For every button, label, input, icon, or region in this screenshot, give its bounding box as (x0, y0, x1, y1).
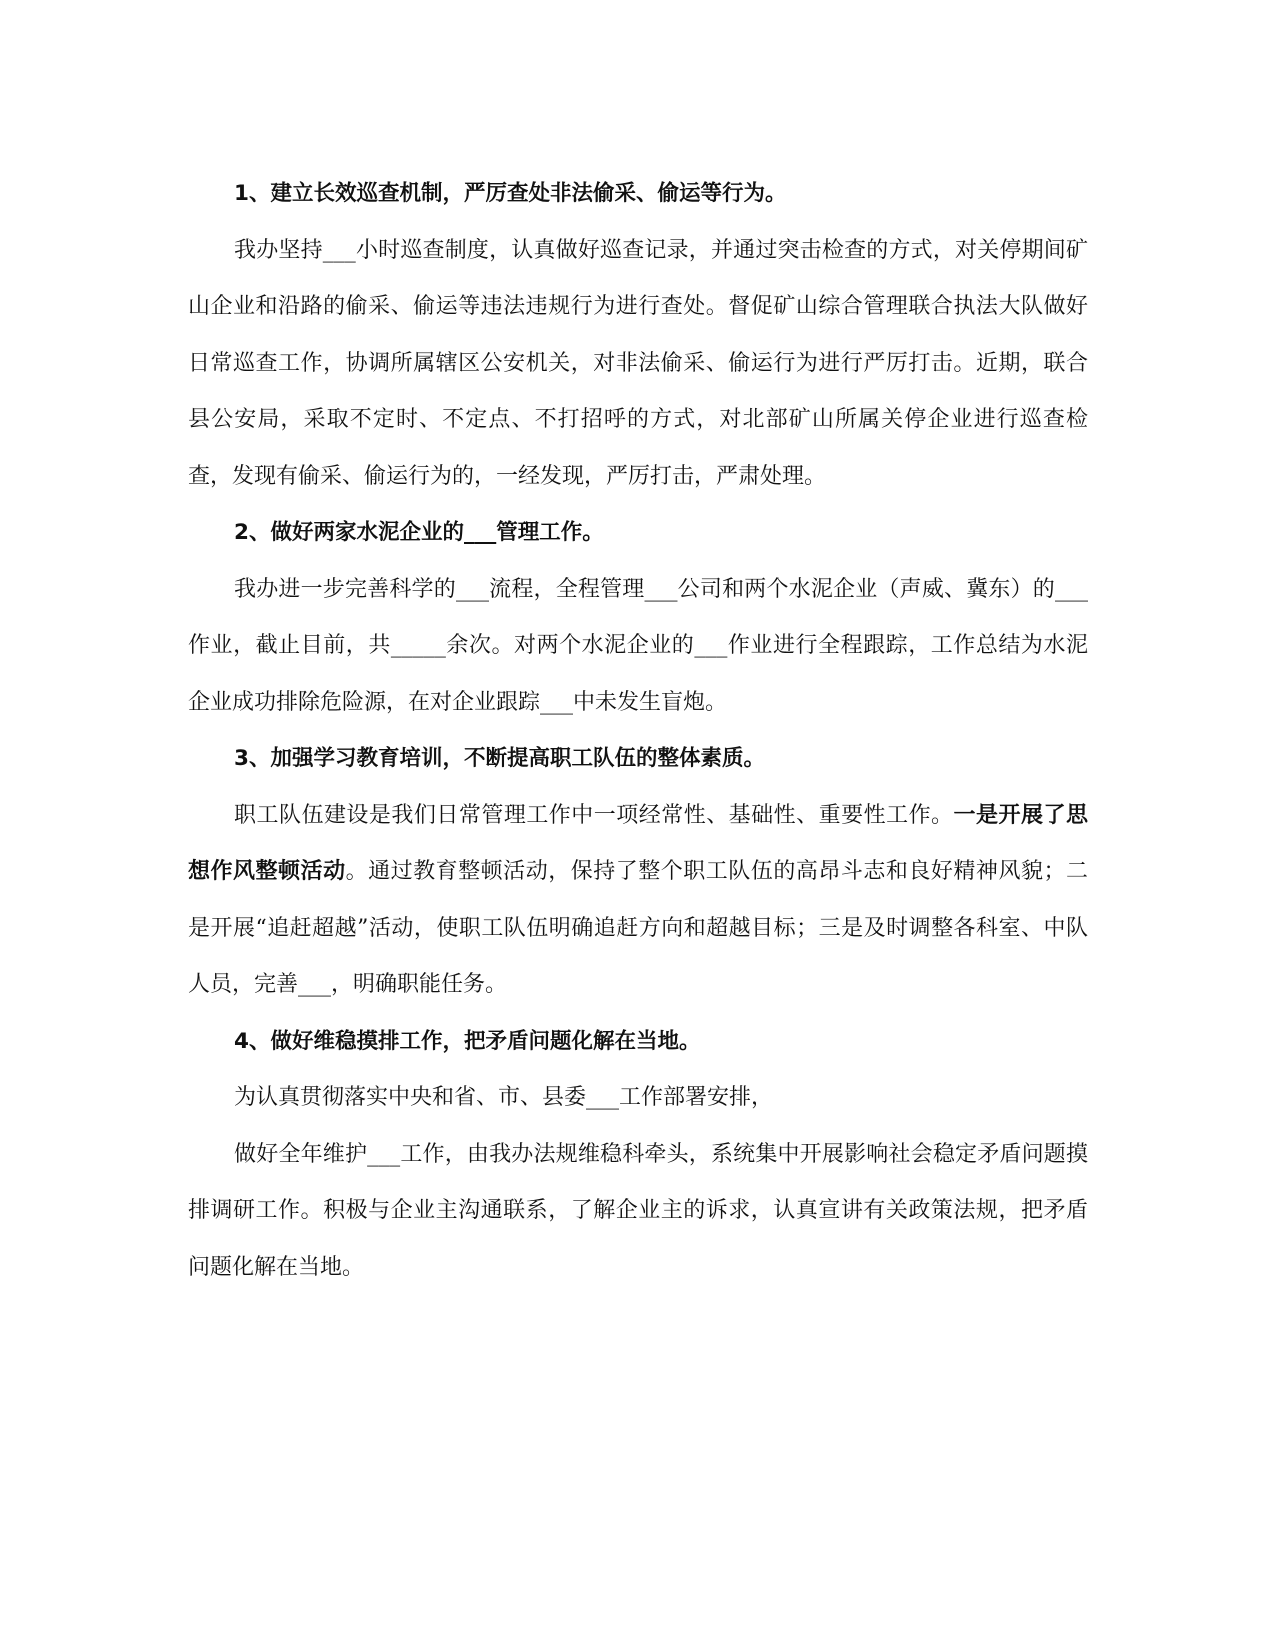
section-4-heading: 4、做好维稳摸排工作，把矛盾问题化解在当地。 (234, 1028, 701, 1054)
document-body (188, 166, 1088, 1296)
section-3-rest-text: 。通过教育整顿活动，保持了整个职工队伍的高昂斗志和良好精神风貌；二是开展“追赶超越”活动，使职工队伍明确追赶方向和超越目标；三是及时调整各科室、中队人员，完善___，明确职能任务。 (188, 859, 1088, 997)
section-2-heading: 2、做好两家水泥企业的___管理工作。 (234, 520, 604, 545)
section-3-paragraph (188, 788, 1088, 1014)
section-4-paragraph-1: 为认真贯彻落实中央和省、市、县委___工作部署安排， (234, 1085, 774, 1110)
section-3-intro-text: 职工队伍建设是我们日常管理工作中一项经常性、基础性、重要性工作。 (234, 802, 954, 828)
section-1-heading: 1、建立长效巡查机制，严厉查处非法偷采、偷运等行为。 (234, 181, 787, 206)
section-3-bold-text: 一是开展了思想作风整顿活动 (188, 802, 1088, 884)
section-1-paragraph: 我办坚持___小时巡查制度，认真做好巡查记录，并通过突击检查的方式，对关停期间矿山企业和沿路的偷采、偷运等违法违规行为进行查处。督促矿山综合管理联合执法大队做好日常巡查工作，协调所属辖区公安机关，对非法偷采、偷运行为进行严厉打击。近期，联合县公安局，采取不定时、不定点、不打招呼的方式，对北部矿山所属关停企业进行巡查检查，发现有偷采、偷运行为的，一经发现，严厉打击，严肃处理。 (188, 237, 1088, 489)
section-4-paragraph-2: 做好全年维护___工作，由我办法规维稳科牵头，系统集中开展影响社会稳定矛盾问题摸排调研工作。积极与企业主沟通联系，了解企业主的诉求，认真宣讲有关政策法规，把矛盾问题化解在当地。 (188, 1141, 1088, 1280)
section-2-paragraph: 我办进一步完善科学的___流程，全程管理___公司和两个水泥企业（声威、冀东）的___作业，截止目前，共_____余次。对两个水泥企业的___作业进行全程跟踪，工作总结为水泥企业成功排除危险源，在对企业跟踪___中未发生盲炮。 (188, 576, 1088, 715)
section-3-heading: 3、加强学习教育培训，不断提高职工队伍的整体素质。 (234, 746, 765, 771)
